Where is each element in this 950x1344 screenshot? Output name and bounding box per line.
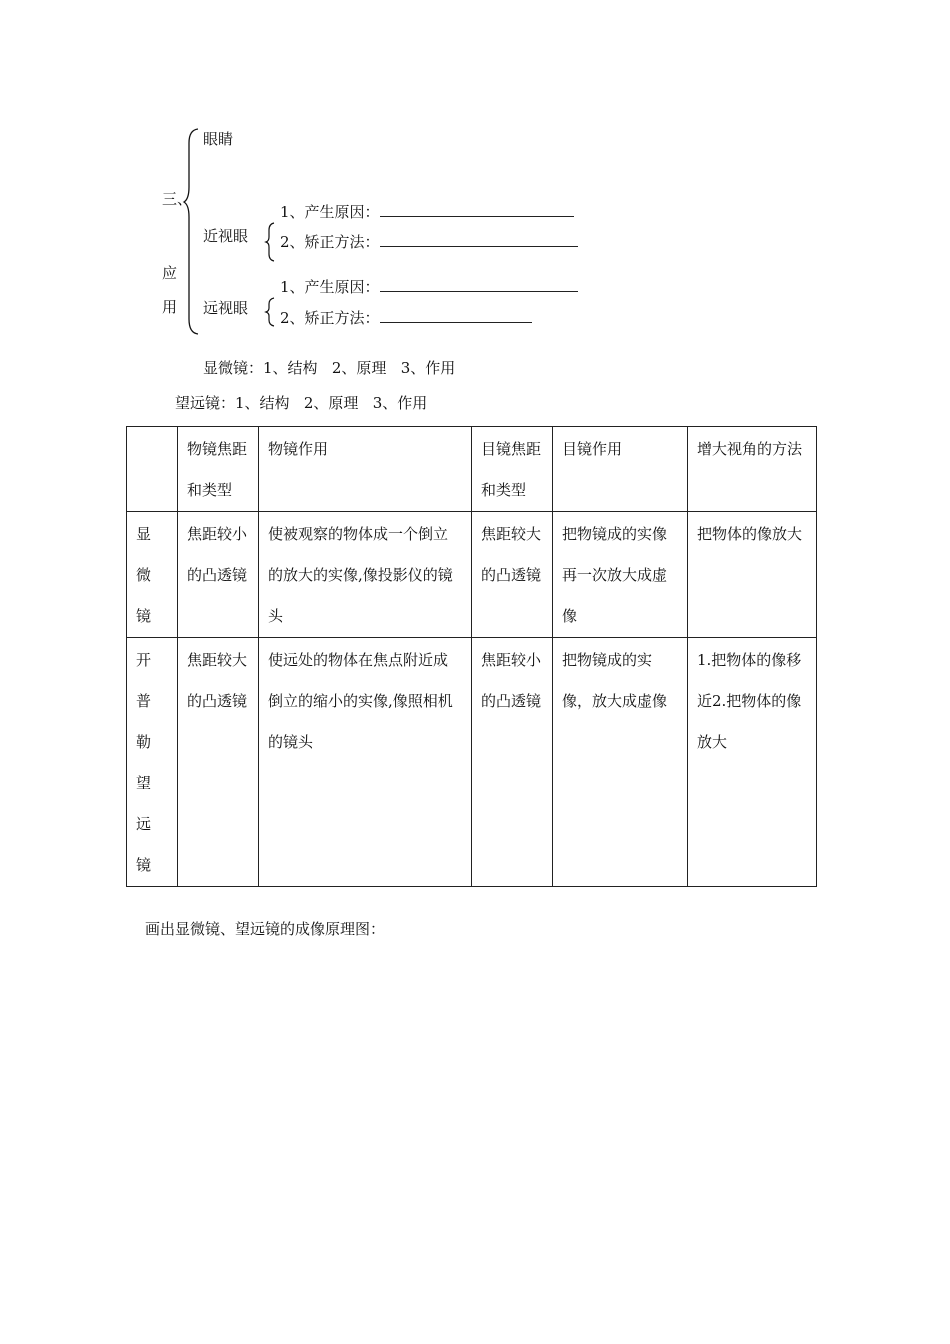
myopia-label: 近视眼: [203, 227, 249, 245]
table-cell: 使被观察的物体成一个倒立的放大的实像,像投影仪的镜头: [259, 512, 472, 638]
row-name-char: 微: [136, 566, 152, 584]
row-name-char: 普: [136, 692, 152, 710]
table-cell: 1.把物体的像移近2.把物体的像放大: [688, 638, 817, 887]
row-name-char: 勒: [136, 733, 152, 751]
table-cell: 把物镜成的实像再一次放大成虚像: [553, 512, 688, 638]
row-name-char: 望: [136, 774, 152, 792]
table-header-row: [127, 427, 817, 512]
table-header-cell: 物镜作用: [259, 427, 472, 512]
answer-blank: [380, 308, 532, 323]
myopia-cause: [280, 201, 574, 222]
section-vertical-char: 用: [162, 298, 178, 316]
table-header-cell: 目镜作用: [553, 427, 688, 512]
hyperopia-fix: [280, 307, 532, 328]
answer-blank: [380, 232, 578, 247]
table-cell: 把物体的像放大: [688, 512, 817, 638]
telescope-line: 望远镜：1、结构 2、原理 3、作用: [175, 394, 428, 412]
hyperopia-label: 远视眼: [203, 299, 249, 317]
section-vertical-char: 应: [162, 264, 178, 282]
answer-blank: [380, 277, 578, 292]
table-cell: 把物镜成的实像，放大成虚像: [553, 638, 688, 887]
row-name-char: 镜: [136, 607, 152, 625]
table-row: [127, 638, 817, 887]
myopia-fix-label: 2、矫正方法：: [280, 233, 380, 251]
row-name-kepler-telescope: [127, 638, 178, 887]
table-cell: 焦距较小的凸透镜: [178, 512, 259, 638]
row-name-char: 开: [136, 651, 152, 669]
hyperopia-cause: [280, 276, 578, 297]
table-cell: 焦距较小的凸透镜: [472, 638, 553, 887]
myopia-brace-icon: [265, 222, 277, 262]
table-header-cell: [127, 427, 178, 512]
table-header-cell: 目镜焦距和类型: [472, 427, 553, 512]
hyperopia-brace-icon: [265, 297, 277, 327]
row-name-char: 远: [136, 815, 152, 833]
eye-label: 眼睛: [203, 130, 234, 148]
main-brace-icon: [184, 127, 204, 337]
table-cell: 使远处的物体在焦点附近成倒立的缩小的实像,像照相机的镜头: [259, 638, 472, 887]
table-cell: 焦距较大的凸透镜: [178, 638, 259, 887]
drawing-prompt: 画出显微镜、望远镜的成像原理图：: [145, 920, 386, 938]
row-name-microscope: [127, 512, 178, 638]
table-cell: 焦距较大的凸透镜: [472, 512, 553, 638]
section-label: 三、: [162, 190, 193, 208]
hyperopia-cause-label: 1、产生原因：: [280, 278, 380, 296]
myopia-cause-label: 1、产生原因：: [280, 203, 380, 221]
row-name-char: 镜: [136, 856, 152, 874]
row-name-char: 显: [136, 525, 152, 543]
hyperopia-fix-label: 2、矫正方法：: [280, 309, 380, 327]
comparison-table: [126, 426, 817, 887]
answer-blank: [380, 202, 574, 217]
myopia-fix: [280, 231, 578, 252]
microscope-line: 显微镜：1、结构 2、原理 3、作用: [203, 359, 456, 377]
table-row: [127, 512, 817, 638]
table-header-cell: 增大视角的方法: [688, 427, 817, 512]
table-header-cell: 物镜焦距和类型: [178, 427, 259, 512]
